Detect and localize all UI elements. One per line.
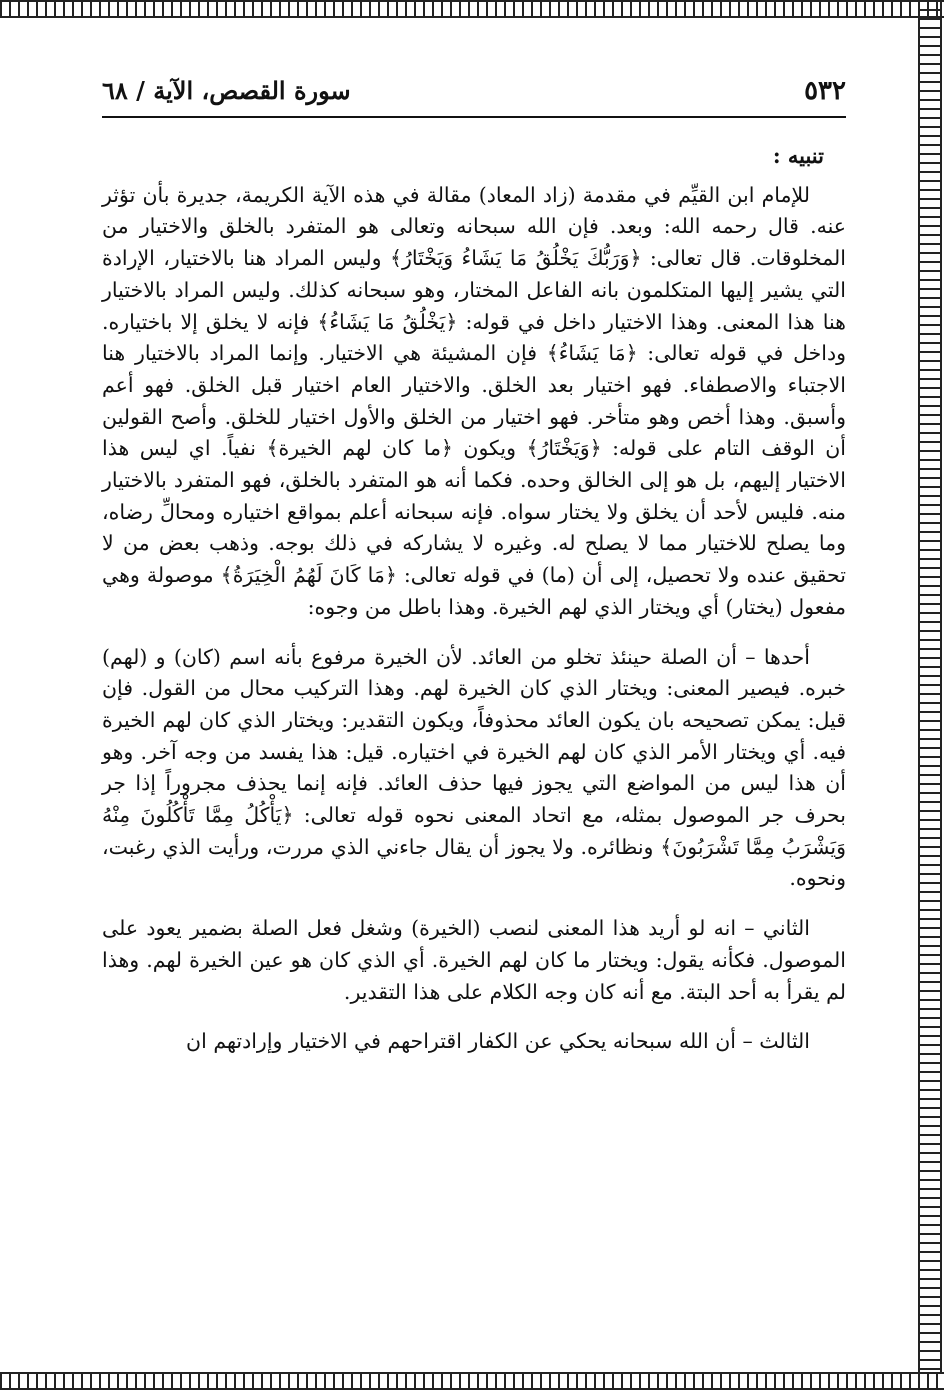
top-border-ornament bbox=[0, 0, 944, 18]
right-border-ornament bbox=[918, 0, 942, 1390]
bottom-border-ornament bbox=[0, 1372, 944, 1390]
page-header bbox=[102, 72, 846, 118]
section-heading: تنبيه : bbox=[772, 143, 824, 168]
page-number: ٥٣٢ bbox=[804, 76, 846, 106]
paragraph-second-reason: الثاني – انه لو أريد هذا المعنى لنصب (الخيرة) وشغل فعل الصلة بضمير يعود على الموصول. فكأنه يقول: ويختار ما كان لهم الخيرة. أي الذي كان هو عين الخيرة لهم. وهذا لم يقرأ به أحد البتة. مع أنه كان وجه الكلام على هذا التقدير. bbox=[102, 916, 846, 1004]
page-body bbox=[102, 140, 846, 1066]
paragraph-first-reason: أحدها – أن الصلة حينئذ تخلو من العائد. لأن الخيرة مرفوع بأنه اسم (كان) و (لهم) خبره. فيصير المعنى: ويختار الذي كان الخيرة لهم. وهذا التركيب محال من القول. فإن قيل: يمكن تصحيحه بان يكون العائد محذوفاً، ويكون التقدير: ويختار الذي كان لهم الخيرة فيه. أي ويختار الأمر الذي كان لهم الخيرة في اختياره. قيل: هذا يفسد من وجه آخر. وهو أن هذا ليس من المواضع التي يجوز فيها حذف العائد. فإنه إنما يحذف مجروراً إذا جر بحرف جر الموصول بمثله، مع اتحاد المعنى نحوه قوله تعالى: ﴿يَأْكُلُ مِمَّا تَأْكُلُونَ مِنْهُ وَيَشْرَبُ مِمَّا تَشْرَبُونَ﴾ ونظائره. ولا يجوز أن يقال جاءني الذي مررت، ورأيت الذي رغبت، ونحوه. bbox=[102, 644, 846, 891]
paragraph-third-reason: الثالث – أن الله سبحانه يحكي عن الكفار اقتراحهم في الاختيار وإرادتهم ان bbox=[186, 1029, 810, 1054]
paragraph-intro: للإمام ابن القيِّم في مقدمة (زاد المعاد) مقالة في هذه الآية الكريمة، جديرة بأن تؤثر عنه. قال رحمه الله: وبعد. فإن الله سبحانه وتعالى هو المتفرد بالخلق والاختيار من المخلوقات. قال تعالى: ﴿وَرَبُّكَ يَخْلُقُ مَا يَشَاءُ وَيَخْتَارُ﴾ وليس المراد هنا بالاختيار، الإرادة التي يشير إليها المتكلمون بانه الفاعل المختار، وهو سبحانه كذلك. وليس المراد بالاختيار هنا هذا المعنى. وهذا الاختيار داخل في قوله: ﴿يَخْلُقُ مَا يَشَاءُ﴾ فإنه لا يخلق إلا باختياره. وداخل في قوله تعالى: ﴿مَا يَشَاءُ﴾ فإن المشيئة هي الاختيار. وإنما المراد بالاختيار هنا الاجتباء والاصطفاء. فهو اختيار بعد الخلق. والاختيار العام اختيار قبل الخلق. فهو أعم وأسبق. وهذا أخص وهو متأخر. فهو اختيار من الخلق والأول اختيار للخلق. وأصح القولين أن الوقف التام على قوله: ﴿وَيَخْتَارُ﴾ ويكون ﴿ما كان لهم الخيرة﴾ نفياً. اي ليس هذا الاختيار إليهم، بل هو إلى الخالق وحده. فكما أنه هو المتفرد بالخلق، فهو المتفرد بالاختيار منه. فليس لأحد أن يخلق ولا يختار سواه. فإنه سبحانه أعلم بمواقع اختياره ومحالِّ رضاه، وما يصلح للاختيار مما لا يصلح له. وغيره لا يشاركه في ذلك بوجه. وذهب بعض من لا تحقيق عنده ولا تحصيل، إلى أن (ما) في قوله تعالى: ﴿مَا كَانَ لَهُمُ الْخِيَرَةُ﴾ موصولة وهي مفعول (يختار) أي ويختار الذي لهم الخيرة. وهذا باطل من وجوه: bbox=[102, 182, 846, 619]
surah-title: سورة القصص، الآية / ٦٨ bbox=[102, 76, 351, 105]
